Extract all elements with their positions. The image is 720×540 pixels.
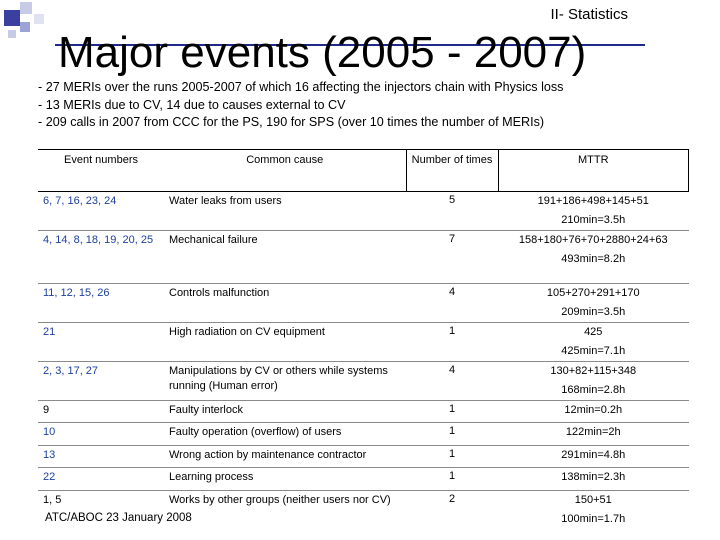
common-cause-cell bbox=[164, 362, 406, 401]
table-row bbox=[38, 446, 689, 468]
mttr-cell bbox=[498, 192, 689, 231]
header-mttr: MTTR bbox=[498, 150, 689, 192]
common-cause-cell bbox=[164, 323, 406, 362]
mttr-cell bbox=[498, 401, 689, 423]
table-row bbox=[38, 192, 689, 231]
event-numbers-cell bbox=[38, 323, 164, 362]
event-numbers-cell bbox=[38, 401, 164, 423]
mttr-value: 191+186+498+145+51 bbox=[537, 195, 649, 207]
event-numbers: 6, 7, 16, 23, 24 bbox=[43, 195, 117, 207]
mttr-value: 100min=1.7h bbox=[561, 513, 626, 525]
footer-text: ATC/ABOC 23 January 2008 bbox=[45, 512, 192, 524]
common-cause: Learning process bbox=[169, 471, 254, 483]
number-of-times: 7 bbox=[448, 233, 456, 245]
common-cause-cell bbox=[164, 423, 406, 446]
table-header-row bbox=[38, 150, 689, 192]
mttr-cell bbox=[498, 362, 689, 401]
number-of-times: 1 bbox=[448, 403, 456, 415]
number-of-times-cell bbox=[406, 284, 498, 323]
mttr-cell bbox=[498, 323, 689, 362]
mttr-value: 158+180+76+70+2880+24+63 bbox=[518, 234, 668, 246]
summary-line: - 209 calls in 2007 from CCC for the PS, 190 for SPS (over 10 times the number of MERIs) bbox=[38, 115, 545, 129]
table-row bbox=[38, 284, 689, 323]
common-cause: Faulty operation (overflow) of users bbox=[169, 426, 342, 438]
number-of-times: 5 bbox=[448, 194, 456, 206]
number-of-times-cell bbox=[406, 423, 498, 446]
summary-list bbox=[38, 79, 563, 132]
event-numbers: 13 bbox=[43, 449, 56, 461]
mttr-value: 210min=3.5h bbox=[561, 214, 626, 226]
mttr-value: 105+270+291+170 bbox=[546, 287, 640, 299]
number-of-times: 1 bbox=[448, 448, 456, 460]
number-of-times: 4 bbox=[448, 286, 456, 298]
summary-line: - 13 MERIs due to CV, 14 due to causes external to CV bbox=[38, 97, 346, 112]
number-of-times: 1 bbox=[448, 325, 456, 337]
mttr-cell bbox=[498, 284, 689, 323]
events-table bbox=[38, 149, 689, 529]
header-common-cause: Common cause bbox=[164, 150, 406, 192]
table-row bbox=[38, 323, 689, 362]
event-numbers-cell bbox=[38, 468, 164, 491]
event-numbers: 2, 3, 17, 27 bbox=[43, 365, 99, 377]
table-row bbox=[38, 423, 689, 446]
header-number-of-times: Number of times bbox=[406, 150, 498, 192]
table-row bbox=[38, 231, 689, 284]
event-numbers-cell bbox=[38, 423, 164, 446]
number-of-times: 4 bbox=[448, 364, 456, 376]
event-numbers-cell bbox=[38, 362, 164, 401]
common-cause-cell bbox=[164, 446, 406, 468]
common-cause: Wrong action by maintenance contractor bbox=[169, 449, 367, 461]
common-cause-cell bbox=[164, 468, 406, 491]
event-numbers-cell bbox=[38, 231, 164, 284]
mttr-cell bbox=[498, 423, 689, 446]
common-cause-cell bbox=[164, 401, 406, 423]
number-of-times: 1 bbox=[448, 425, 456, 437]
mttr-cell bbox=[498, 446, 689, 468]
common-cause: Mechanical failure bbox=[169, 234, 258, 246]
mttr-cell bbox=[498, 468, 689, 491]
mttr-value: 425min=7.1h bbox=[561, 345, 626, 357]
number-of-times-cell bbox=[406, 362, 498, 401]
number-of-times-cell bbox=[406, 491, 498, 530]
event-numbers: 1, 5 bbox=[43, 494, 62, 506]
mttr-value: 291min=4.8h bbox=[561, 449, 626, 461]
table-row bbox=[38, 401, 689, 423]
summary-line: - 27 MERIs over the runs 2005-2007 of which 16 affecting the injectors chain with Physics loss bbox=[38, 80, 564, 94]
event-numbers: 22 bbox=[43, 471, 56, 483]
section-label: II- Statistics bbox=[550, 6, 628, 23]
number-of-times-cell bbox=[406, 192, 498, 231]
mttr-value: 138min=2.3h bbox=[561, 471, 626, 483]
mttr-value: 425 bbox=[584, 326, 603, 338]
event-numbers-cell bbox=[38, 192, 164, 231]
common-cause: Works by other groups (neither users nor CV) bbox=[169, 494, 391, 506]
mttr-value: 122min=2h bbox=[565, 426, 621, 438]
table-row bbox=[38, 362, 689, 401]
common-cause: Faulty interlock bbox=[169, 404, 243, 416]
mttr-cell bbox=[498, 491, 689, 530]
mttr-value: 168min=2.8h bbox=[561, 384, 626, 396]
common-cause-cell bbox=[164, 284, 406, 323]
common-cause: Water leaks from users bbox=[169, 195, 282, 207]
event-numbers-cell bbox=[38, 284, 164, 323]
event-numbers: 9 bbox=[43, 404, 50, 416]
common-cause-cell bbox=[164, 491, 406, 530]
mttr-value: 130+82+115+348 bbox=[550, 365, 637, 377]
table-row bbox=[38, 468, 689, 491]
event-numbers: 4, 14, 8, 18, 19, 20, 25 bbox=[43, 234, 154, 246]
page-title: Major events (2005 - 2007) bbox=[58, 28, 587, 77]
common-cause-cell bbox=[164, 231, 406, 284]
event-numbers: 10 bbox=[43, 426, 56, 438]
event-numbers-cell bbox=[38, 446, 164, 468]
number-of-times-cell bbox=[406, 401, 498, 423]
number-of-times-cell bbox=[406, 231, 498, 284]
header-event-numbers: Event numbers bbox=[38, 150, 164, 192]
common-cause: Manipulations by CV or others while systems running (Human error) bbox=[169, 365, 388, 392]
number-of-times-cell bbox=[406, 446, 498, 468]
common-cause: Controls malfunction bbox=[169, 287, 270, 299]
number-of-times-cell bbox=[406, 468, 498, 491]
mttr-value: 209min=3.5h bbox=[561, 306, 626, 318]
mttr-value: 150+51 bbox=[574, 494, 612, 506]
mttr-value: 12min=0.2h bbox=[564, 404, 623, 416]
mttr-value: 493min=8.2h bbox=[561, 253, 626, 265]
event-numbers: 11, 12, 15, 26 bbox=[43, 287, 110, 299]
number-of-times: 1 bbox=[448, 470, 456, 482]
mttr-cell bbox=[498, 231, 689, 284]
number-of-times-cell bbox=[406, 323, 498, 362]
event-numbers: 21 bbox=[43, 326, 56, 338]
common-cause: High radiation on CV equipment bbox=[169, 326, 325, 338]
common-cause-cell bbox=[164, 192, 406, 231]
number-of-times: 2 bbox=[448, 493, 456, 505]
